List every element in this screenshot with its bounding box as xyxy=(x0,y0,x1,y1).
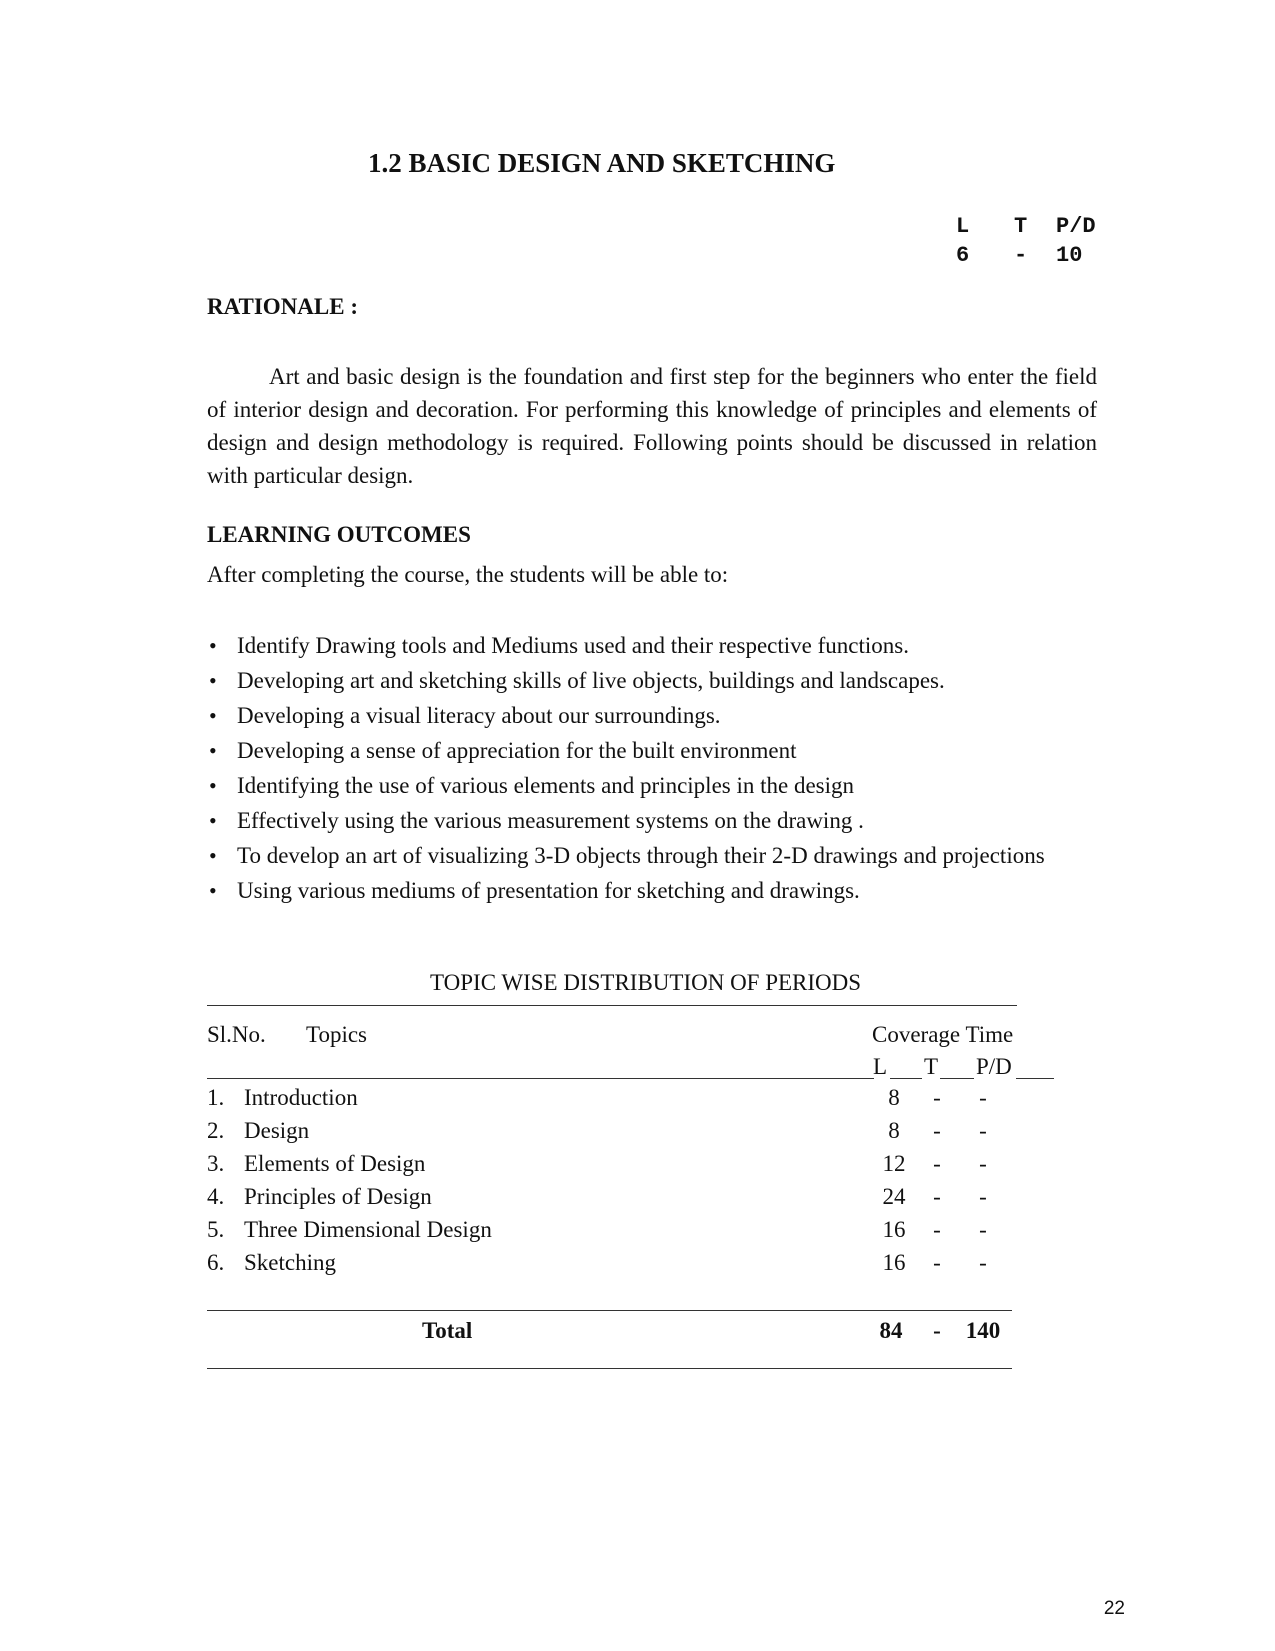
row-l: 16 xyxy=(882,1217,906,1242)
page-number: 22 xyxy=(1103,1598,1125,1619)
ltp-header-t: T xyxy=(1014,214,1028,239)
table-title: TOPIC WISE DISTRIBUTION OF PERIODS xyxy=(430,970,862,995)
row-t: - xyxy=(933,1085,941,1110)
learning-outcomes-heading: LEARNING OUTCOMES xyxy=(207,522,471,547)
row-number: 4. xyxy=(207,1184,225,1209)
list-item: • Developing a sense of appreciation for the built environment xyxy=(207,733,1045,768)
table-row xyxy=(207,1217,1027,1250)
ltp-header-l: L xyxy=(956,214,970,239)
rationale-text: Art and basic design is the foundation and first step for the beginners who enter the field of interior design and decoration. For performing this knowledge of principles and elements of design and design methodology is required. Following points should be discussed in relation with particular design. xyxy=(207,364,1097,488)
table-row xyxy=(207,1118,1027,1151)
row-topic: Introduction xyxy=(244,1085,358,1110)
subcolumn-header-pd: P/D xyxy=(976,1054,1012,1079)
row-topic: Elements of Design xyxy=(244,1151,426,1176)
row-l: 24 xyxy=(882,1184,906,1209)
row-t: - xyxy=(933,1151,941,1176)
table-row xyxy=(207,1085,1027,1118)
row-t: - xyxy=(933,1250,941,1275)
list-item: • Identify Drawing tools and Mediums used and their respective functions. xyxy=(207,628,1045,663)
row-topic: Sketching xyxy=(244,1250,336,1275)
table-row xyxy=(207,1184,1027,1217)
table-rule-header xyxy=(1016,1078,1054,1079)
subcolumn-header-l: L xyxy=(873,1054,888,1079)
ltp-value-pd: 10 xyxy=(1056,243,1083,268)
row-topic: Design xyxy=(244,1118,310,1143)
table-rule-top xyxy=(207,1005,1017,1006)
row-number: 2. xyxy=(207,1118,225,1143)
table-rule-total-top xyxy=(207,1310,1012,1311)
list-item: • Developing art and sketching skills of live objects, buildings and landscapes. xyxy=(207,663,1045,698)
row-topic: Three Dimensional Design xyxy=(244,1217,492,1242)
row-t: - xyxy=(933,1217,941,1242)
table-row xyxy=(207,1250,1027,1283)
row-pd: - xyxy=(979,1085,987,1110)
table-rule-header xyxy=(940,1078,974,1079)
row-pd: - xyxy=(979,1250,987,1275)
page-title: 1.2 BASIC DESIGN AND SKETCHING xyxy=(368,148,836,178)
row-l: 8 xyxy=(888,1085,900,1110)
row-pd: - xyxy=(979,1184,987,1209)
ltp-value-t: - xyxy=(1014,243,1028,268)
table-rule-header xyxy=(890,1078,922,1079)
table-rule-header xyxy=(207,1078,874,1079)
subcolumn-header-t: T xyxy=(924,1054,939,1079)
list-item: • Using various mediums of presentation for sketching and drawings. xyxy=(207,873,1045,908)
row-number: 3. xyxy=(207,1151,225,1176)
list-item: • Identifying the use of various elements and principles in the design xyxy=(207,768,1045,803)
list-item: • To develop an art of visualizing 3-D objects through their 2-D drawings and projections xyxy=(207,838,1045,873)
row-pd: - xyxy=(979,1151,987,1176)
ltp-header-pd: P/D xyxy=(1056,214,1096,239)
row-l: 16 xyxy=(882,1250,906,1275)
list-item: • Effectively using the various measurement systems on the drawing . xyxy=(207,803,1045,838)
table-row xyxy=(207,1151,1027,1184)
ltp-value-l: 6 xyxy=(956,243,970,268)
column-header-coverage: Coverage Time xyxy=(872,1022,1014,1047)
row-l: 8 xyxy=(888,1118,900,1143)
row-pd: - xyxy=(979,1217,987,1242)
rationale-heading: RATIONALE : xyxy=(207,294,359,319)
row-t: - xyxy=(933,1184,941,1209)
total-t: - xyxy=(933,1318,941,1343)
total-label: Total xyxy=(422,1318,473,1343)
table-total-row xyxy=(207,1318,1027,1351)
row-number: 6. xyxy=(207,1250,225,1275)
column-header-topics: Topics xyxy=(306,1022,367,1047)
row-topic: Principles of Design xyxy=(244,1184,432,1209)
learning-outcomes-list xyxy=(207,628,1045,908)
row-l: 12 xyxy=(882,1151,906,1176)
row-number: 1. xyxy=(207,1085,225,1110)
total-pd: 140 xyxy=(965,1318,1001,1343)
column-header-slno: Sl.No. xyxy=(207,1022,266,1047)
row-number: 5. xyxy=(207,1217,225,1242)
list-item: • Developing a visual literacy about our surroundings. xyxy=(207,698,1045,733)
total-l: 84 xyxy=(879,1318,903,1343)
table-rule-bottom xyxy=(207,1368,1012,1369)
learning-outcomes-intro: After completing the course, the students will be able to: xyxy=(207,562,729,587)
row-t: - xyxy=(933,1118,941,1143)
row-pd: - xyxy=(979,1118,987,1143)
